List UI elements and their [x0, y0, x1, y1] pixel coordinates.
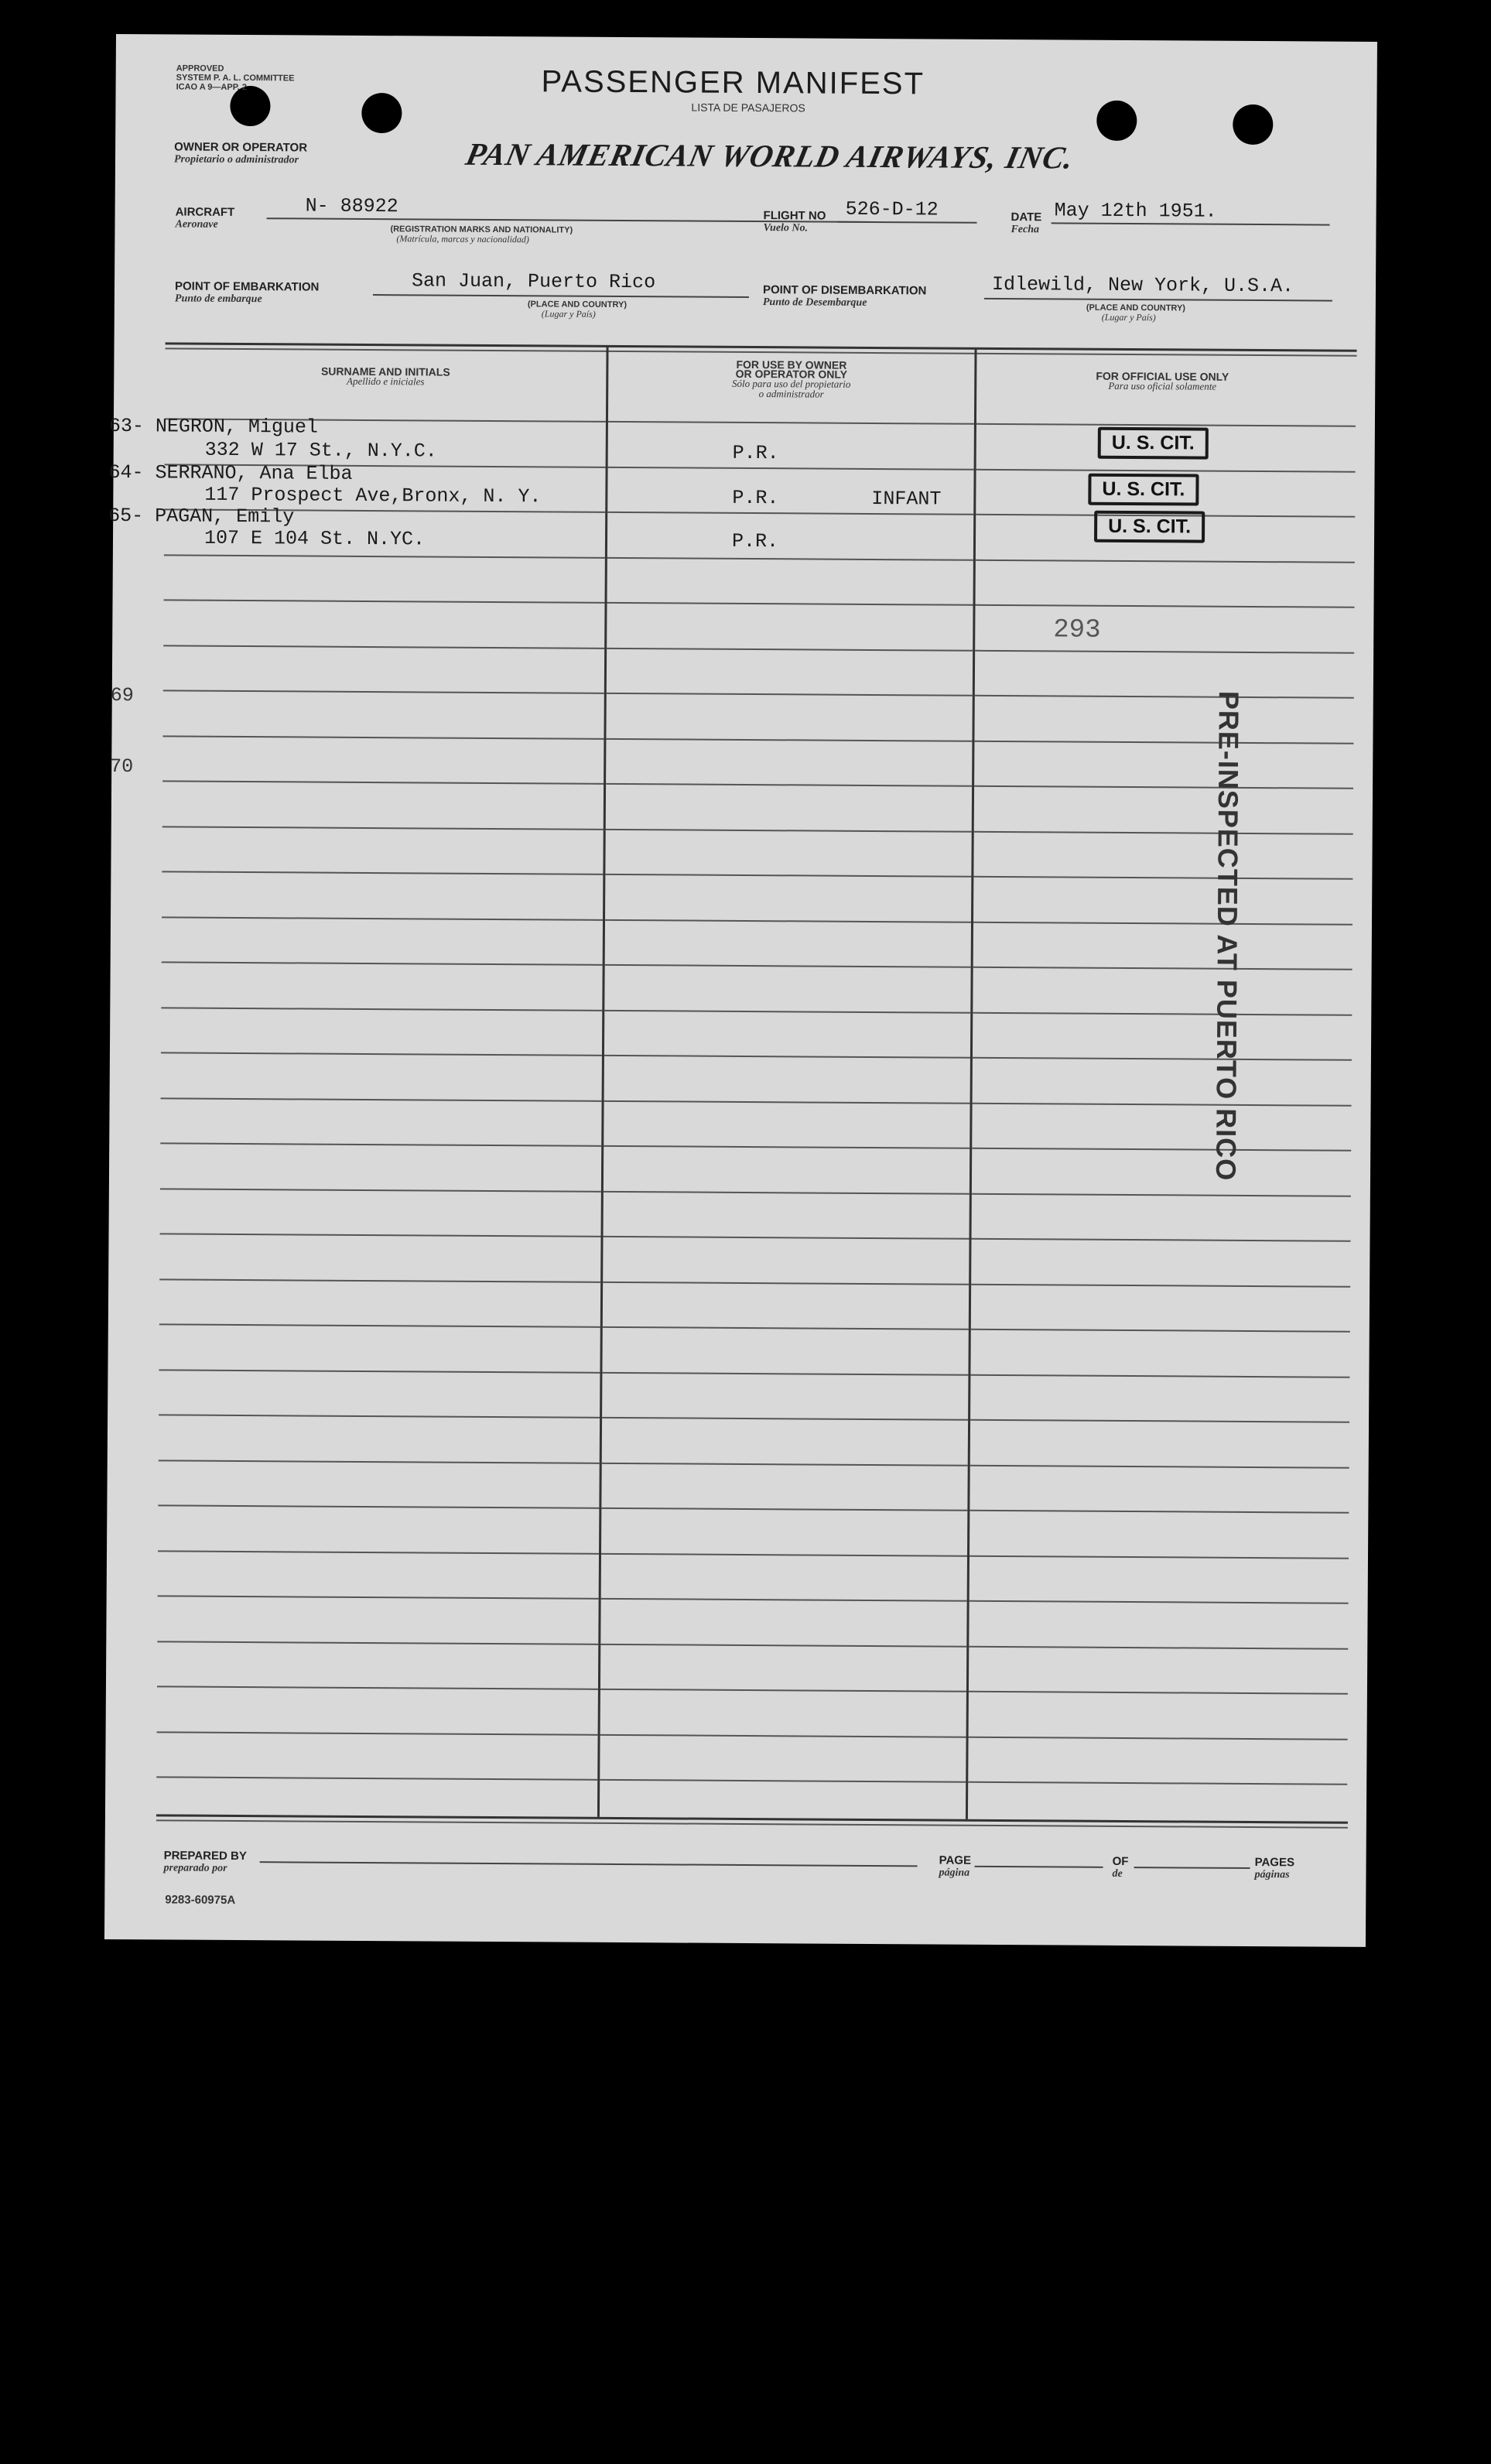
underline	[838, 221, 977, 224]
registration-note-es: (Matrícula, marcas y nacionalidad)	[396, 233, 529, 245]
ruled-line	[605, 919, 971, 922]
ruled-line	[604, 1009, 970, 1013]
ruled-line	[607, 512, 973, 515]
ruled-line	[601, 1507, 967, 1511]
punch-hole	[1233, 104, 1273, 145]
column-divider	[966, 349, 977, 1819]
ruled-line	[162, 780, 604, 784]
citizenship-stamp: U. S. CIT.	[1088, 474, 1199, 506]
ruled-line	[159, 1414, 600, 1418]
form-title: PASSENGER MANIFEST	[541, 64, 925, 101]
disembark-label: POINT OF DISEMBARKATION	[762, 283, 927, 298]
ruled-line	[607, 556, 973, 560]
operator-note: P.R.	[732, 441, 779, 465]
ruled-line	[970, 1419, 1349, 1423]
ruled-line	[969, 1691, 1348, 1695]
ruled-line	[607, 647, 973, 651]
date-label: DATE	[1011, 210, 1042, 224]
ruled-line	[971, 1283, 1350, 1287]
flight-label: FLIGHT NO	[763, 209, 826, 223]
ruled-line	[969, 1555, 1349, 1559]
citizenship-stamp: U. S. CIT.	[1098, 427, 1209, 460]
column-divider	[597, 347, 609, 1817]
ruled-line	[972, 1238, 1351, 1242]
ruled-line	[160, 1142, 601, 1146]
ruled-line	[158, 1550, 599, 1554]
flight-label-es: Vuelo No.	[763, 222, 809, 234]
aircraft-value: N- 88922	[305, 194, 398, 218]
ruled-line	[603, 1281, 969, 1285]
passenger-name: 65- PAGAN, Emily	[108, 504, 295, 529]
disembark-value: Idlewild, New York, U.S.A.	[991, 272, 1294, 298]
ruled-line	[604, 1190, 969, 1194]
underline	[975, 1866, 1103, 1868]
ruled-line	[973, 1057, 1352, 1061]
ruled-line	[602, 1417, 968, 1421]
ruled-line	[603, 1326, 969, 1330]
ruled-line	[162, 871, 603, 874]
ruled-line	[976, 468, 1356, 472]
punch-hole	[361, 93, 402, 133]
ruled-line	[604, 1145, 969, 1149]
citizenship-stamp: U. S. CIT.	[1094, 511, 1205, 543]
prepared-label-es: preparado por	[163, 1862, 227, 1874]
ruled-line	[605, 964, 971, 968]
ruled-line	[159, 1323, 600, 1327]
approval-line: SYSTEM P. A. L. COMMITTEE	[176, 73, 295, 84]
flight-value: 526-D-12	[845, 197, 939, 221]
ruled-line	[600, 1643, 966, 1647]
punch-hole	[1096, 101, 1137, 141]
ruled-line	[608, 466, 974, 470]
row-number: 70	[110, 755, 134, 779]
ruled-line	[968, 1781, 1347, 1785]
ruled-line	[600, 1779, 966, 1783]
approval-line: APPROVED	[176, 63, 224, 74]
ruled-line	[600, 1689, 966, 1692]
ruled-line	[973, 1011, 1352, 1015]
ruled-line	[972, 1148, 1351, 1152]
ruled-line	[157, 1685, 598, 1689]
ruled-line	[975, 649, 1354, 653]
ruled-line	[162, 961, 603, 965]
ruled-line	[607, 602, 973, 606]
col3-header	[976, 371, 1348, 392]
manifest-sheet	[104, 34, 1377, 1947]
ruled-line	[973, 1102, 1352, 1106]
ruled-line	[607, 693, 973, 696]
ruled-line	[162, 826, 604, 830]
ruled-line	[164, 554, 605, 558]
of-label: OF	[1112, 1854, 1129, 1869]
ruled-line	[976, 423, 1356, 427]
ruled-line	[970, 1374, 1349, 1377]
col1-header-es: Apellido e iniciales	[347, 375, 425, 388]
ruled-line	[601, 1598, 967, 1602]
row-number: 69	[110, 683, 134, 707]
place-note: (PLACE AND COUNTRY)	[527, 299, 628, 310]
pages-label: PAGES	[1254, 1856, 1295, 1870]
underline	[984, 298, 1332, 302]
ruled-line	[971, 1329, 1350, 1333]
ruled-line	[162, 916, 603, 920]
prepared-label: PREPARED BY	[163, 1849, 247, 1863]
owner-name: PAN AMERICAN WORLD AIRWAYS, INC.	[463, 135, 1078, 176]
page-label: PAGE	[939, 1853, 972, 1867]
owner-label: OWNER OR OPERATOR	[174, 140, 308, 155]
underline	[260, 1861, 918, 1867]
of-label-es: de	[1112, 1867, 1123, 1880]
ruled-line	[161, 1097, 602, 1101]
form-number: 9283-60975A	[165, 1893, 236, 1907]
ruled-line	[972, 1193, 1351, 1196]
underline	[373, 294, 749, 298]
passenger-address: 117 Prospect Ave,Bronx, N. Y.	[204, 483, 542, 508]
ruled-line	[604, 1055, 970, 1059]
col1-header	[165, 365, 606, 387]
ruled-line	[976, 559, 1355, 563]
ruled-line	[973, 967, 1353, 970]
col2-header-text: FOR USE BY OWNER	[736, 358, 847, 371]
ruled-line	[976, 604, 1355, 608]
ruled-line	[159, 1369, 600, 1373]
operator-note: P.R.	[731, 529, 779, 553]
passenger-address: 332 W 17 St., N.Y.C.	[204, 438, 437, 463]
place-note-es: (Lugar y País)	[541, 308, 596, 320]
ruled-line	[969, 1600, 1349, 1604]
operator-note: P.R.	[732, 486, 779, 510]
ruled-line	[975, 695, 1354, 699]
passenger-name: 63- NEGRON, Miguel	[108, 414, 319, 439]
ruled-line	[159, 1278, 600, 1282]
ruled-line	[163, 690, 604, 693]
ruled-line	[974, 785, 1353, 789]
col2-header-es: Sólo para uso del propietario	[732, 377, 851, 390]
ruled-line	[973, 876, 1353, 880]
ruled-line	[602, 1462, 968, 1466]
col2-header-text: OR OPERATOR ONLY	[735, 367, 848, 381]
ruled-line	[974, 740, 1353, 744]
underline	[1134, 1867, 1250, 1869]
registration-note: (REGISTRATION MARKS AND NATIONALITY)	[390, 224, 573, 235]
ruled-line	[969, 1736, 1348, 1740]
ruled-line	[605, 874, 971, 878]
embark-label: POINT OF EMBARKATION	[174, 279, 320, 294]
ruled-line	[969, 1510, 1349, 1514]
ruled-line	[604, 1236, 969, 1240]
footer-rule	[156, 1814, 1348, 1823]
underline	[1052, 222, 1330, 225]
ruled-lines	[116, 34, 1377, 42]
disembark-label-es: Punto de Desembarque	[762, 296, 867, 309]
ruled-line	[974, 830, 1353, 834]
col2-header	[608, 359, 974, 400]
ruled-line	[969, 1645, 1348, 1649]
ruled-line	[157, 1641, 598, 1644]
date-value: May 12th 1951.	[1054, 199, 1217, 223]
col2-header-es: o administrador	[758, 388, 824, 400]
passenger-address: 107 E 104 St. N.YC.	[203, 526, 426, 551]
table-top-rule	[166, 342, 1357, 351]
ruled-line	[156, 1776, 597, 1780]
approval-block	[176, 63, 295, 92]
ruled-line	[160, 1233, 601, 1237]
ruled-line	[163, 645, 604, 649]
ruled-line	[158, 1504, 599, 1508]
ruled-line	[164, 599, 605, 603]
ruled-line	[604, 1100, 970, 1104]
ruled-line	[606, 737, 972, 741]
official-number: 293	[1053, 615, 1101, 645]
form-title-es: LISTA DE PASAJEROS	[691, 101, 805, 115]
ruled-line	[602, 1371, 968, 1375]
passenger-name: 64- SERRANO, Ana Elba	[108, 460, 353, 485]
ruled-line	[161, 1007, 602, 1011]
ruled-line	[606, 783, 972, 787]
pages-label-es: páginas	[1254, 1869, 1290, 1881]
ruled-line	[973, 921, 1353, 925]
owner-label-es: Propietario o administrador	[173, 153, 299, 166]
ruled-line	[158, 1595, 599, 1599]
ruled-line	[970, 1464, 1349, 1468]
ruled-line	[162, 735, 604, 739]
place-note-es: (Lugar y País)	[1101, 311, 1156, 323]
place-note: (PLACE AND COUNTRY)	[1086, 303, 1186, 313]
ruled-line	[160, 1188, 601, 1192]
approval-line: ICAO A 9—APP. 2	[176, 82, 247, 93]
col3-header-es: Para uso oficial solamente	[1108, 379, 1217, 392]
ruled-line	[606, 828, 972, 832]
ruled-line	[608, 421, 974, 425]
pre-inspected-stamp: PRE-INSPECTED AT PUERTO RICO	[1209, 690, 1245, 1182]
aircraft-label-es: Aeronave	[175, 218, 218, 231]
ruled-line	[601, 1552, 967, 1556]
aircraft-label: AIRCRAFT	[175, 205, 235, 219]
ruled-line	[157, 1731, 598, 1735]
page-label-es: página	[939, 1867, 970, 1879]
col1-header-text: SURNAME AND INITIALS	[320, 364, 450, 378]
col3-header-text: FOR OFFICIAL USE ONLY	[1096, 369, 1229, 383]
ruled-line	[159, 1460, 600, 1463]
passenger-extra: INFANT	[871, 487, 942, 511]
embark-label-es: Punto de embarque	[174, 293, 262, 306]
ruled-line	[600, 1733, 966, 1737]
embark-value: San Juan, Puerto Rico	[411, 269, 656, 294]
ruled-line	[161, 1052, 602, 1056]
date-label-es: Fecha	[1011, 224, 1040, 236]
